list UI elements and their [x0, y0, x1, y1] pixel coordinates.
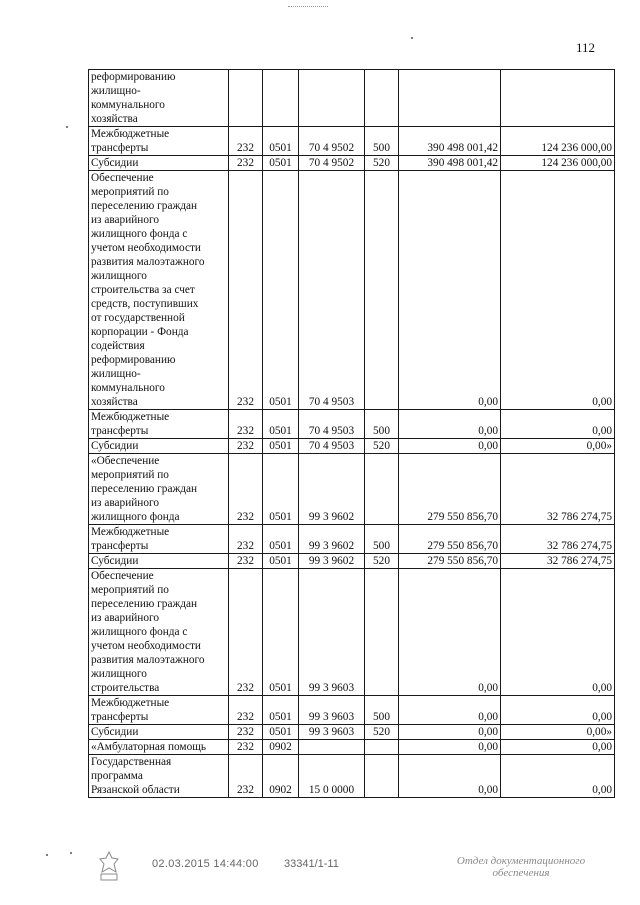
cell-amount-1: 0,00 [399, 740, 501, 755]
cell-amount-1: 0,00 [399, 410, 501, 439]
cell-section: 0501 [263, 554, 299, 569]
table-row [89, 525, 615, 554]
cell-section: 0501 [263, 696, 299, 725]
table-row [89, 127, 615, 156]
cell-section: 0501 [263, 725, 299, 740]
cell-amount-2: 0,00» [501, 439, 615, 454]
cell-target: 70 4 9503 [299, 439, 365, 454]
cell-amount-2: 0,00 [501, 696, 615, 725]
cell-amount-1: 0,00 [399, 696, 501, 725]
footer-code: 33341/1-11 [284, 858, 339, 870]
cell-type: 520 [365, 156, 399, 171]
cell-code: 232 [229, 454, 263, 525]
cell-name: реформированию жилищно- коммунального хозяйства [89, 70, 229, 127]
cell-amount-1: 390 498 001,42 [399, 127, 501, 156]
cell-name: Субсидии [89, 156, 229, 171]
cell-code: 232 [229, 127, 263, 156]
cell-amount-2: 0,00 [501, 740, 615, 755]
cell-section: 0501 [263, 454, 299, 525]
cell-code: 232 [229, 410, 263, 439]
cell-name: Межбюджетные трансферты [89, 410, 229, 439]
cell-type: 500 [365, 410, 399, 439]
cell-target: 99 3 9603 [299, 696, 365, 725]
cell-amount-1: 279 550 856,70 [399, 525, 501, 554]
cell-code: 232 [229, 554, 263, 569]
cell-code: 232 [229, 696, 263, 725]
table-row [89, 740, 615, 755]
table-row [89, 156, 615, 171]
cell-amount-1: 0,00 [399, 569, 501, 696]
budget-table [88, 69, 615, 798]
cell-amount-2: 32 786 274,75 [501, 454, 615, 525]
cell-target [299, 70, 365, 127]
cell-amount-2: 32 786 274,75 [501, 525, 615, 554]
cell-name: Государственная программа Рязанской области [89, 755, 229, 798]
footer-department: Отдел документационного обеспечения [456, 855, 586, 879]
cell-name: Субсидии [89, 725, 229, 740]
table-row [89, 755, 615, 798]
stamp-icon [96, 850, 122, 884]
cell-amount-2: 0,00 [501, 569, 615, 696]
cell-name: Субсидии [89, 554, 229, 569]
cell-amount-2: 0,00 [501, 171, 615, 410]
cell-target: 70 4 9503 [299, 171, 365, 410]
cell-name: Межбюджетные трансферты [89, 127, 229, 156]
cell-target: 99 3 9603 [299, 725, 365, 740]
cell-type [365, 755, 399, 798]
cell-target: 99 3 9602 [299, 525, 365, 554]
cell-type: 500 [365, 127, 399, 156]
cell-type: 520 [365, 439, 399, 454]
table-row [89, 410, 615, 439]
cell-code: 232 [229, 439, 263, 454]
page-number: 112 [576, 40, 596, 55]
table-row [89, 696, 615, 725]
scan-speck [70, 852, 72, 854]
cell-section: 0501 [263, 171, 299, 410]
cell-code [229, 70, 263, 127]
cell-code: 232 [229, 156, 263, 171]
cell-target: 70 4 9502 [299, 127, 365, 156]
cell-amount-2: 124 236 000,00 [501, 127, 615, 156]
cell-section [263, 70, 299, 127]
cell-name: «Амбулаторная помощь [89, 740, 229, 755]
cell-section: 0501 [263, 156, 299, 171]
cell-target [299, 740, 365, 755]
cell-amount-2: 0,00 [501, 410, 615, 439]
cell-section: 0902 [263, 740, 299, 755]
cell-type [365, 70, 399, 127]
cell-target: 70 4 9503 [299, 410, 365, 439]
cell-section: 0501 [263, 569, 299, 696]
cell-amount-2: 0,00» [501, 725, 615, 740]
cell-code: 232 [229, 755, 263, 798]
cell-code: 232 [229, 171, 263, 410]
cell-amount-1: 0,00 [399, 725, 501, 740]
table-row [89, 171, 615, 410]
cell-code: 232 [229, 525, 263, 554]
cell-code: 232 [229, 569, 263, 696]
cell-code: 232 [229, 740, 263, 755]
table-row [89, 725, 615, 740]
cell-name: Обеспечение мероприятий по переселению граждан из аварийного жилищного фонда с учетом необходимости развития малоэтажного жилищного строительства [89, 569, 229, 696]
cell-name: Межбюджетные трансферты [89, 525, 229, 554]
scan-speck [66, 126, 68, 128]
cell-target: 70 4 9502 [299, 156, 365, 171]
footer-date: 02.03.2015 14:44:00 [152, 858, 259, 870]
cell-section: 0501 [263, 525, 299, 554]
cell-amount-1: 0,00 [399, 171, 501, 410]
cell-type: 520 [365, 554, 399, 569]
cell-name: Обеспечение мероприятий по переселению граждан из аварийного жилищного фонда с учетом необходимости развития малоэтажного жилищного строительства за счет средств, поступивших от государственной корпорации - Фонда содействия реформированию жилищно- коммунального хозяйства [89, 171, 229, 410]
table-row [89, 70, 615, 127]
cell-type: 520 [365, 725, 399, 740]
table-row [89, 569, 615, 696]
cell-target: 99 3 9602 [299, 454, 365, 525]
table-row [89, 454, 615, 525]
table-row [89, 554, 615, 569]
cell-amount-1: 279 550 856,70 [399, 554, 501, 569]
table-body [89, 70, 615, 798]
table-row [89, 439, 615, 454]
cell-section: 0501 [263, 127, 299, 156]
cell-type [365, 171, 399, 410]
cell-code: 232 [229, 725, 263, 740]
scan-speck [46, 854, 48, 856]
cell-target: 99 3 9603 [299, 569, 365, 696]
cell-amount-1: 0,00 [399, 755, 501, 798]
cell-amount-2: 0,00 [501, 755, 615, 798]
cell-amount-2: 32 786 274,75 [501, 554, 615, 569]
cell-amount-1: 390 498 001,42 [399, 156, 501, 171]
cell-amount-1: 279 550 856,70 [399, 454, 501, 525]
scan-speck [411, 37, 413, 39]
cell-amount-1: 0,00 [399, 439, 501, 454]
cell-name: Межбюджетные трансферты [89, 696, 229, 725]
cell-name: Субсидии [89, 439, 229, 454]
cell-type: 500 [365, 696, 399, 725]
cell-amount-2: 124 236 000,00 [501, 156, 615, 171]
cell-amount-2 [501, 70, 615, 127]
cell-target: 15 0 0000 [299, 755, 365, 798]
cell-target: 99 3 9602 [299, 554, 365, 569]
cell-section: 0501 [263, 439, 299, 454]
cell-type [365, 740, 399, 755]
cell-section: 0501 [263, 410, 299, 439]
cell-section: 0902 [263, 755, 299, 798]
scan-mark [288, 6, 328, 10]
cell-type [365, 454, 399, 525]
cell-name: «Обеспечение мероприятий по переселению граждан из аварийного жилищного фонда [89, 454, 229, 525]
cell-type: 500 [365, 525, 399, 554]
cell-amount-1 [399, 70, 501, 127]
cell-type [365, 569, 399, 696]
